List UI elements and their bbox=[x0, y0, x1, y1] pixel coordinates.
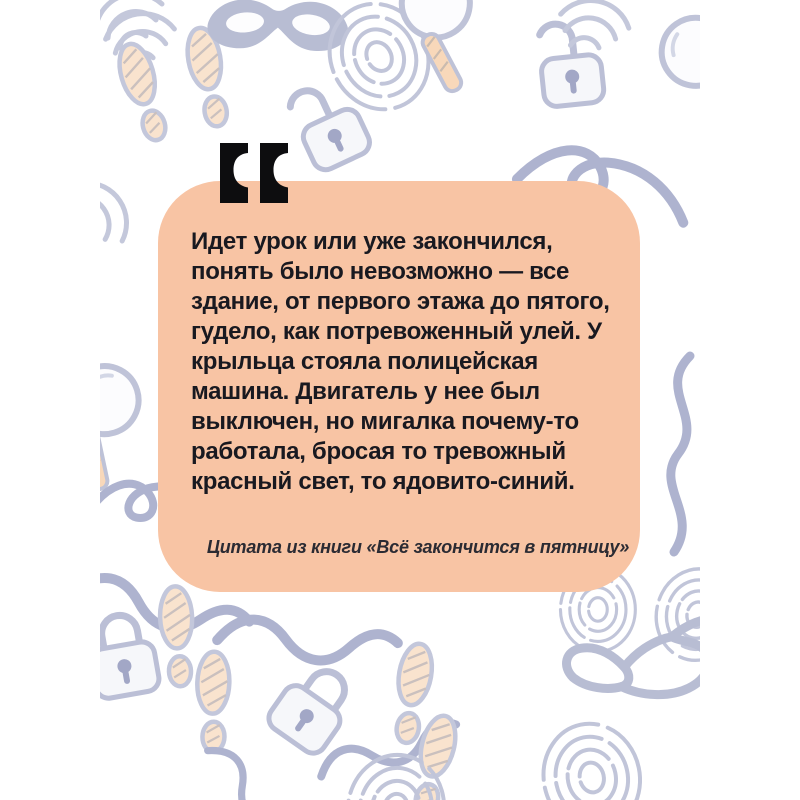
fingerprint-icon bbox=[648, 561, 700, 668]
quote-icon bbox=[220, 142, 288, 204]
swirl-icon bbox=[100, 0, 162, 48]
padlock-icon bbox=[264, 656, 362, 758]
footprints-icon bbox=[351, 636, 492, 800]
quote-line: Идет урок или уже закончился, bbox=[191, 228, 553, 255]
quote-card bbox=[158, 181, 640, 592]
quote-line: крыльца стояла полицейская bbox=[191, 348, 538, 375]
quote-line: здание, от первого этажа до пятого, bbox=[191, 288, 610, 315]
quote-attribution: Цитата из книги «Всё закончится в пятницу» bbox=[206, 537, 630, 557]
quote-line: понять было невозможно — все bbox=[191, 258, 570, 285]
quote-text bbox=[191, 227, 624, 497]
ribbon-icon bbox=[202, 740, 301, 800]
ribbon-icon bbox=[216, 616, 399, 668]
footprint-icon bbox=[113, 40, 171, 145]
ribbon-icon bbox=[671, 356, 690, 552]
carnival-mask-icon bbox=[207, 0, 349, 52]
magnifier-icon bbox=[648, 0, 700, 142]
quote-line: красный свет, то ядовито-синий. bbox=[191, 468, 575, 495]
swirl-icon bbox=[100, 175, 132, 253]
quote-line: работала, бросая то тревожный bbox=[191, 438, 566, 465]
fingerprint-icon bbox=[534, 715, 650, 800]
quote-line: машина. Двигатель у нее был bbox=[191, 378, 540, 405]
quote-line: выключен, но мигалка почему-то bbox=[191, 408, 579, 435]
magnifier-icon bbox=[100, 354, 160, 497]
poster-artwork bbox=[100, 0, 700, 800]
quote-line: гудело, как потревоженный улей. У bbox=[191, 318, 602, 345]
padlock-icon bbox=[537, 20, 605, 108]
